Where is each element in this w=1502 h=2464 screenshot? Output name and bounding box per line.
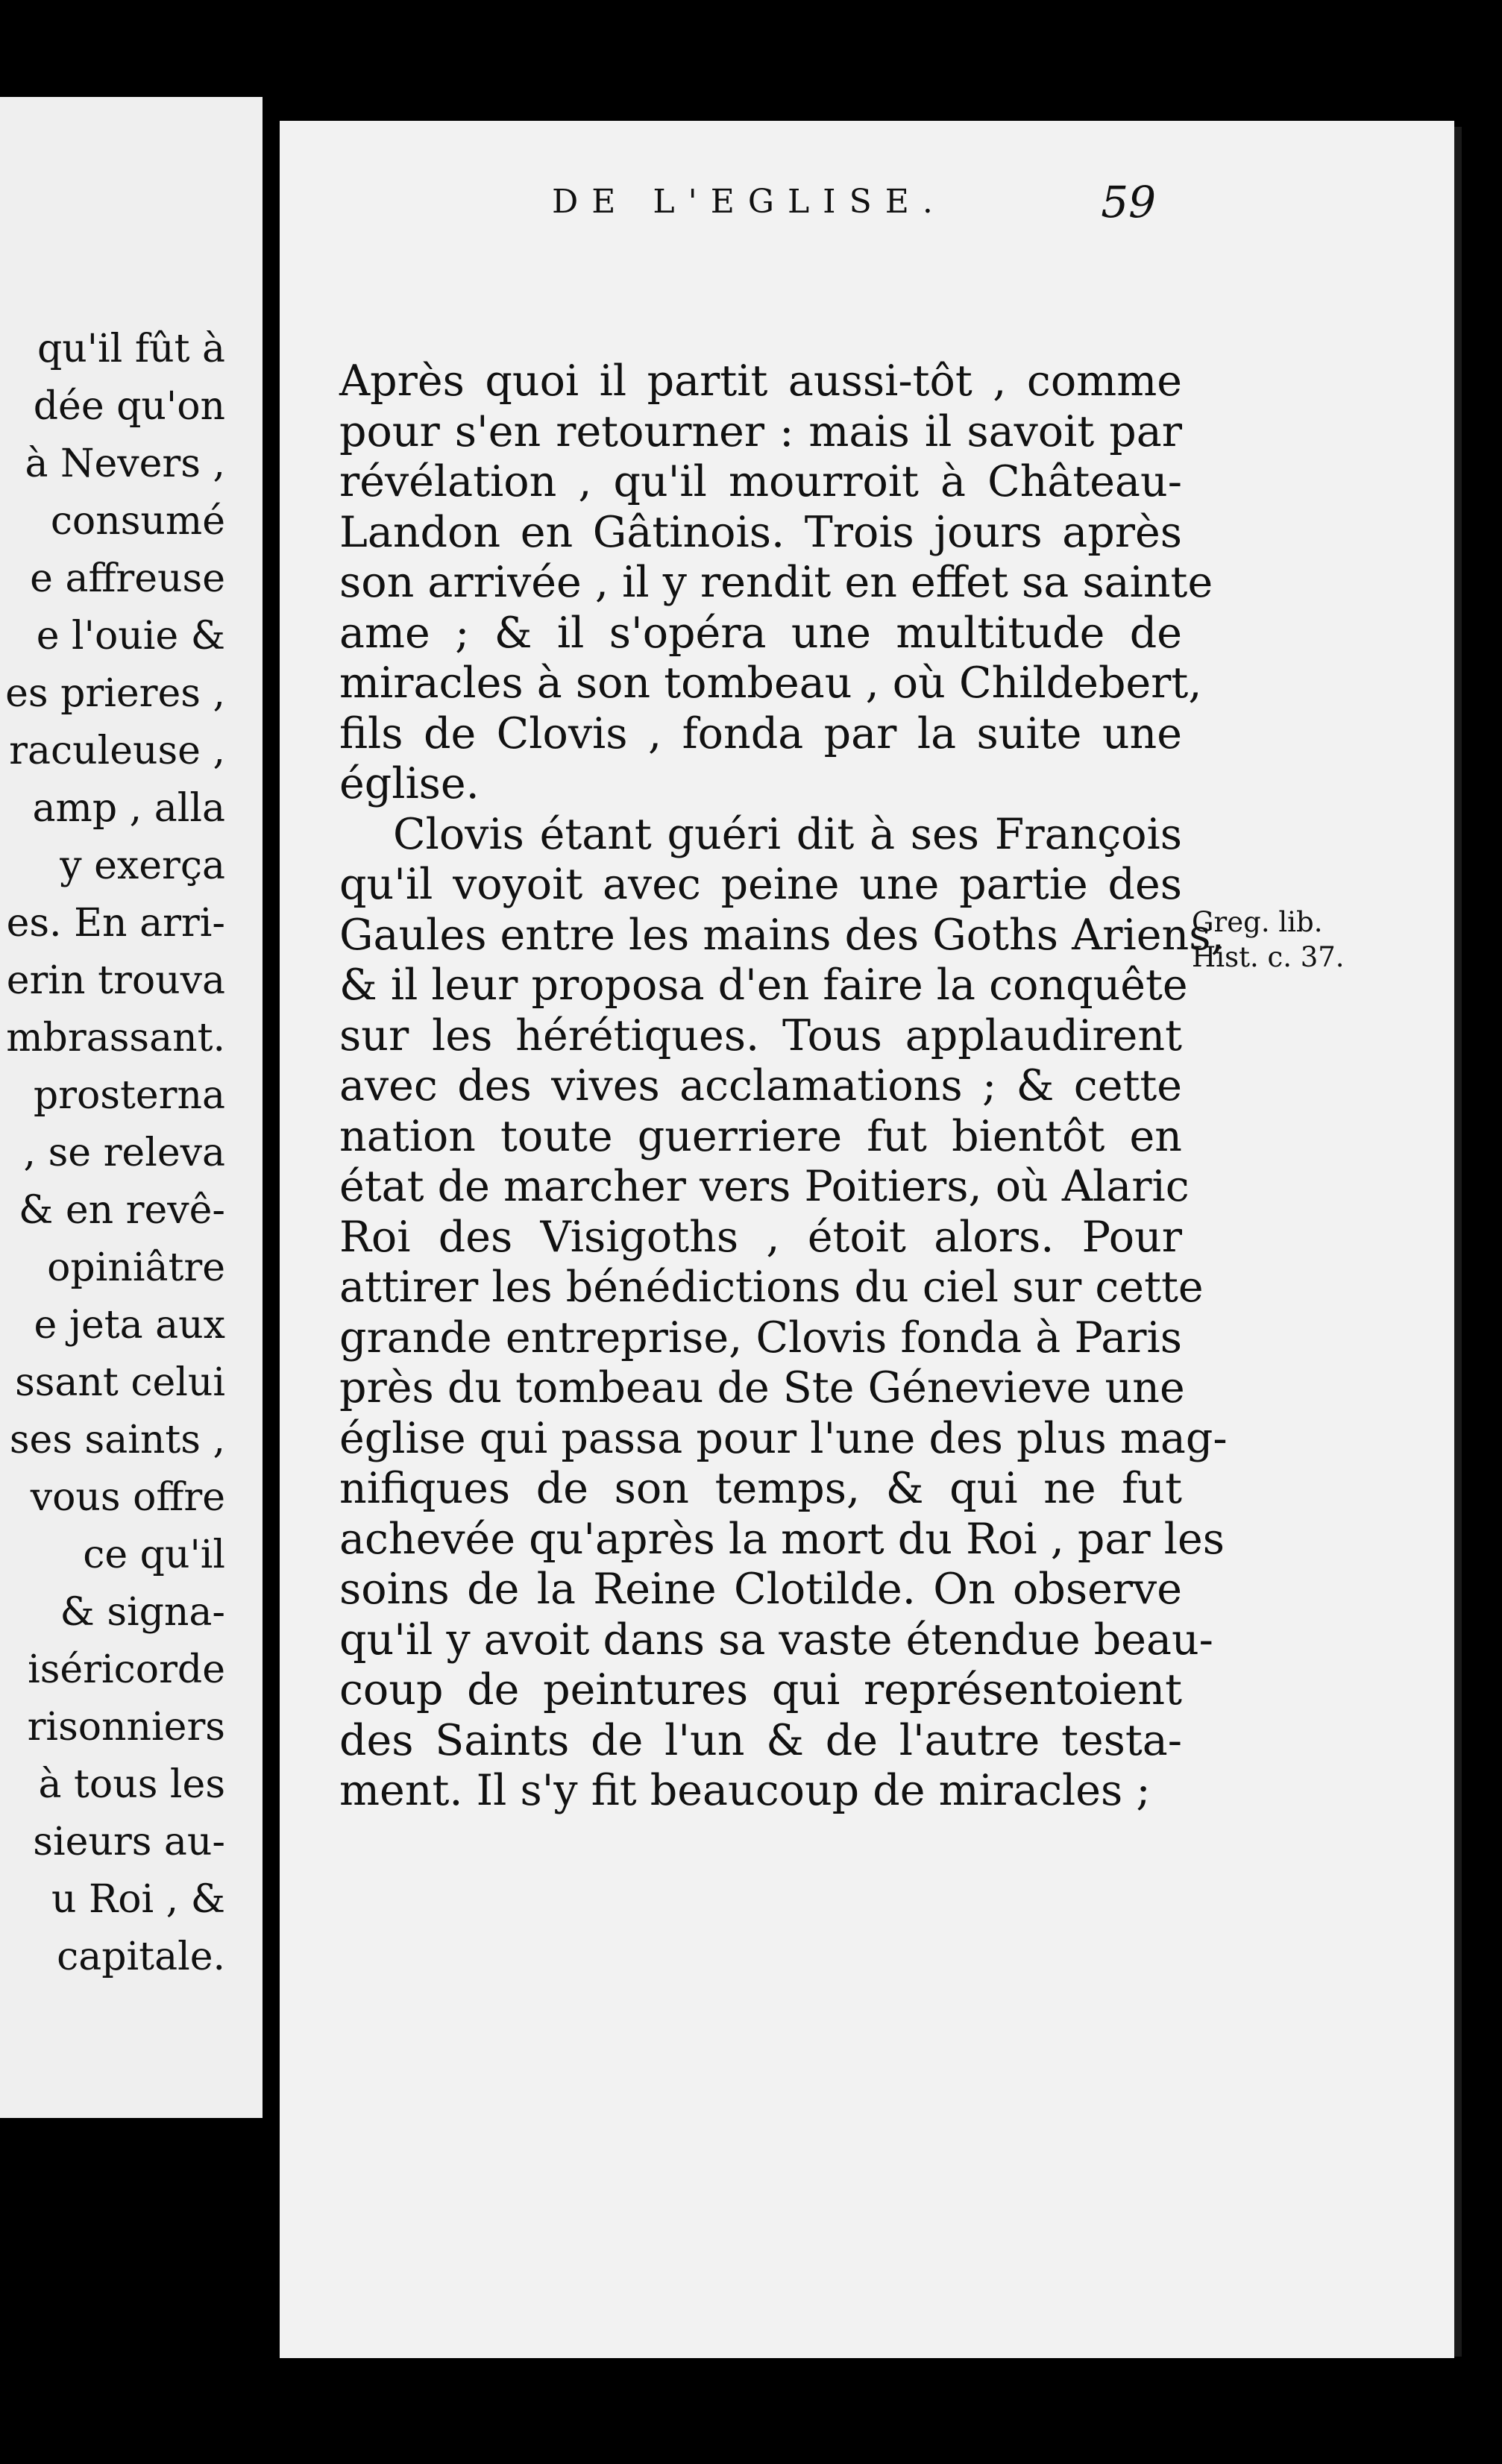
body-text <box>339 356 1228 1817</box>
marginal-note-line: Greg. lib. <box>1192 906 1323 938</box>
marginal-note <box>1192 905 1345 975</box>
body-line: état de marcher vers Poitiers, où Alaric <box>339 1162 1190 1211</box>
left-page-line: à tous les <box>38 1762 225 1807</box>
left-page-line: raculeuse , <box>9 729 225 773</box>
page-number: 59 <box>1101 177 1156 227</box>
marginal-note-line: Hist. c. 37. <box>1192 941 1345 973</box>
left-page-line: es prieres , <box>5 671 225 716</box>
left-page-line: & en revê- <box>19 1188 225 1233</box>
body-line: nation toute guerriere fut bientôt en <box>339 1111 1182 1161</box>
body-line: église qui passa pour l'une des plus mag- <box>339 1413 1228 1463</box>
body-line: des Saints de l'un & de l'autre testa- <box>339 1715 1182 1765</box>
running-head: DE L'EGLISE. <box>552 183 946 221</box>
left-page-line: opiniâtre <box>47 1245 225 1290</box>
left-page-line: vous offre <box>30 1475 225 1520</box>
body-line: église. <box>339 759 480 808</box>
left-page-line: y exerça <box>60 843 225 888</box>
body-line: révélation , qu'il mourroit à Château- <box>339 457 1182 506</box>
left-page-text-column <box>5 321 225 1986</box>
body-line: Landon en Gâtinois. Trois jours après <box>339 507 1182 557</box>
body-line: nifiques de son temps, & qui ne fut <box>339 1464 1182 1513</box>
left-page-line: dée qu'on <box>33 384 225 429</box>
body-line: qu'il voyoit avec peine une partie des <box>339 860 1182 909</box>
page-header <box>276 177 1171 250</box>
left-page-line: ssant celui <box>15 1360 225 1405</box>
body-line: attirer les bénédictions du ciel sur cette <box>339 1263 1204 1312</box>
body-line: avec des vives acclamations ; & cette <box>339 1061 1182 1110</box>
body-line: ame ; & il s'opéra une multitude de <box>339 608 1182 658</box>
left-page-line: , se releva <box>23 1131 225 1175</box>
left-page-line: prosterna <box>33 1073 225 1118</box>
body-line: Roi des Visigoths , étoit alors. Pour <box>339 1212 1182 1262</box>
page-edge <box>1454 127 1462 2357</box>
left-page-line: ce qu'il <box>83 1533 225 1577</box>
body-line: Clovis étant guéri dit à ses François <box>393 809 1182 859</box>
body-line: grande entreprise, Clovis fonda à Paris <box>339 1313 1182 1363</box>
left-page-line: es. En arri- <box>6 901 225 946</box>
left-page-line: mbrassant. <box>6 1016 225 1060</box>
body-line: soins de la Reine Clotilde. On observe <box>339 1565 1182 1614</box>
left-page-line: sieurs au- <box>33 1820 225 1864</box>
left-page-line: risonniers <box>27 1705 225 1750</box>
left-page-line: amp , alla <box>32 786 225 831</box>
body-line: achevée qu'après la mort du Roi , par les <box>339 1514 1225 1564</box>
body-line: près du tombeau de Ste Génevieve une <box>339 1363 1185 1412</box>
left-page-line: ses saints , <box>9 1418 225 1462</box>
body-line: ment. Il s'y fit beaucoup de miracles ; <box>339 1766 1151 1815</box>
body-line: qu'il y avoit dans sa vaste étendue beau- <box>339 1615 1213 1665</box>
body-line: fils de Clovis , fonda par la suite une <box>339 708 1182 758</box>
body-line: & il leur proposa d'en faire la conquête <box>339 961 1188 1010</box>
left-page-line: consumé <box>50 499 225 544</box>
left-page-line: e affreuse <box>30 556 225 601</box>
left-page-line: erin trouva <box>6 958 225 1003</box>
left-page-line: u Roi , & <box>51 1877 225 1922</box>
left-page-line: capitale. <box>57 1935 225 1979</box>
body-line: miracles à son tombeau , où Childebert, <box>339 659 1202 708</box>
body-line: coup de peintures qui représentoient <box>339 1665 1182 1715</box>
body-line: pour s'en retourner : mais il savoit par <box>339 406 1182 456</box>
left-page-line: qu'il fût à <box>37 327 225 371</box>
left-page-line: e jeta aux <box>34 1303 225 1348</box>
body-line: son arrivée , il y rendit en effet sa sainte <box>339 558 1213 607</box>
left-facing-page <box>0 97 263 2118</box>
left-page-line: à Nevers , <box>25 441 225 486</box>
left-page-line: & signa- <box>60 1590 225 1635</box>
body-line: Gaules entre les mains des Goths Ariens, <box>339 910 1225 960</box>
body-line: sur les hérétiques. Tous applaudirent <box>339 1011 1182 1060</box>
left-page-line: iséricorde <box>28 1647 225 1692</box>
left-page-line: e l'ouie & <box>36 614 225 659</box>
body-line: Après quoi il partit aussi-tôt , comme <box>339 356 1182 406</box>
